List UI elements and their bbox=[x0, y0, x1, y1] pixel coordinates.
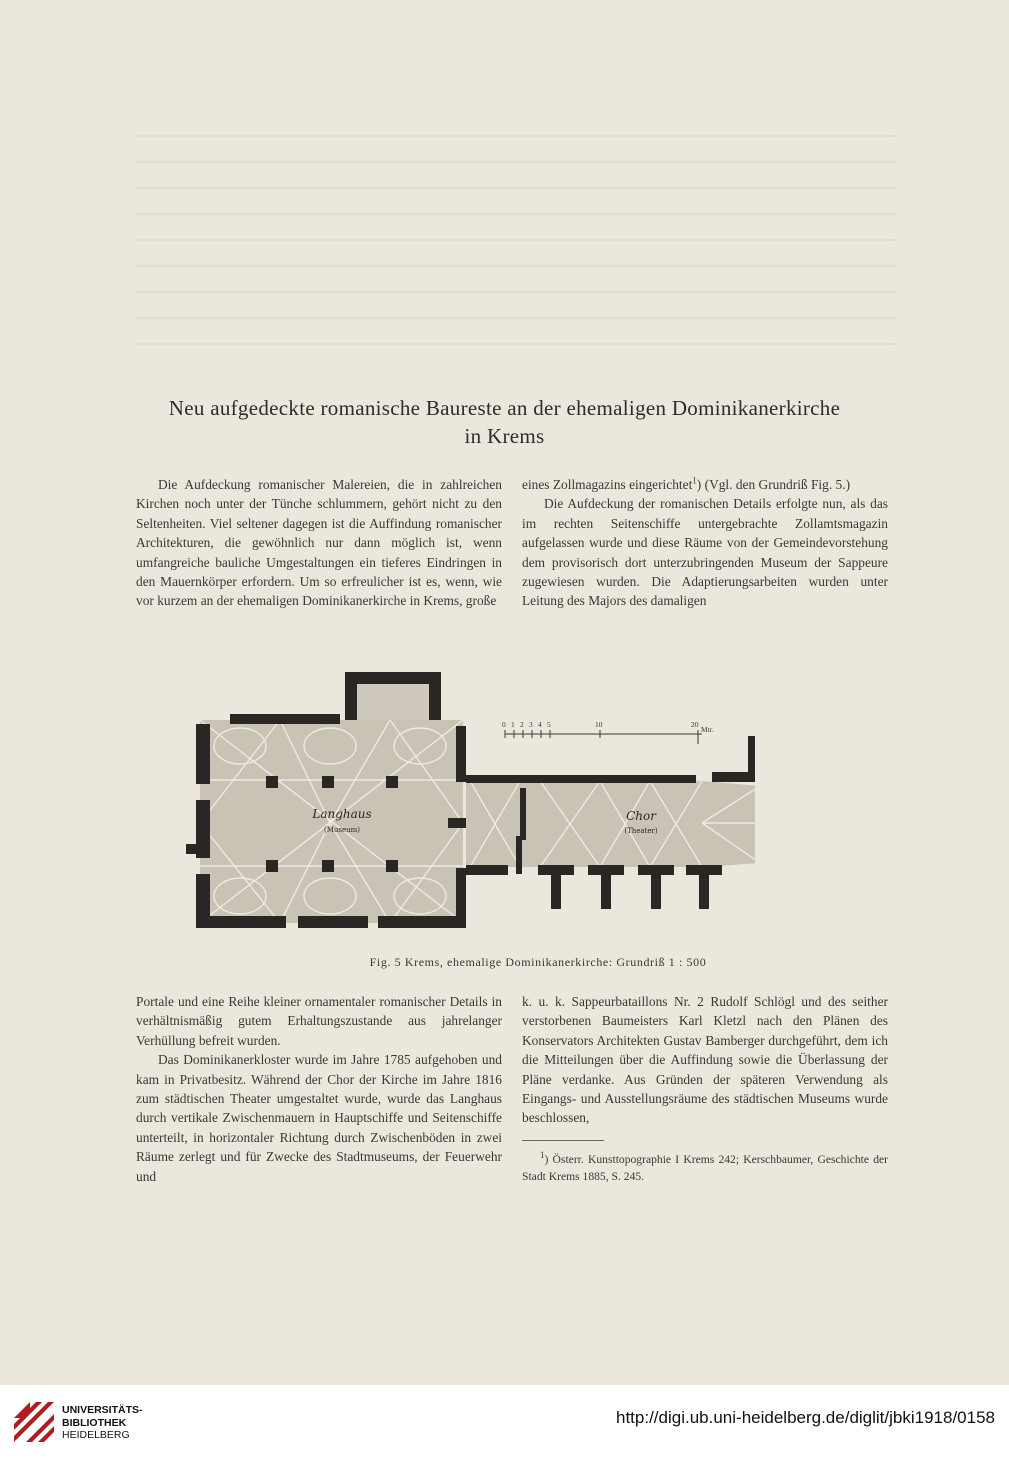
paragraph: Das Dominikanerkloster wurde im Jahre 1785 aufgehoben und kam in Privatbesitz. Während der Chor der Kirche im Jahre 1816 zum städtischen Theater umgestaltet wurde, wurde das Langhaus durch vertikale Zwischenmauern in Hauptschiffe und Seitenschiffe unterteilt, in horizontaler Richtung durch Zwischenböden in zwei Räume zerlegt und für Zwecke des Stadtmuseums, der Feuerwehr und bbox=[136, 1052, 502, 1184]
church-floor-plan bbox=[180, 668, 755, 938]
choir-label: Chor bbox=[626, 809, 656, 823]
scale-tick-label: 5 bbox=[547, 720, 551, 729]
paragraph: eines Zollmagazins eingerichtet$^1$) (Vgl. den Grundriß Fig. 5.) bbox=[522, 475, 851, 492]
library-logo-icon bbox=[12, 1400, 56, 1444]
nave-sublabel: (Museum) bbox=[323, 826, 361, 834]
footnote-mark: 1 bbox=[540, 1149, 545, 1160]
footnote: $^1$) Österr. Kunsttopographie I Krems 242; Kerschbaumer, Geschichte der Stadt Krems 1885, S. 245. bbox=[522, 1149, 888, 1183]
scale-unit: Mtr. bbox=[701, 725, 714, 734]
article-title-line1: Neu aufgedeckte romanische Baureste an der ehemaligen Dominikanerkirche bbox=[168, 396, 841, 420]
scale-tick-label: 1 bbox=[511, 720, 515, 729]
scale-bar bbox=[505, 730, 702, 744]
column-left-top bbox=[136, 475, 502, 611]
column-right-top bbox=[522, 475, 888, 611]
paragraph: Die Aufdeckung der romanischen Details erfolgte nun, als das im rechten Seitenschiffe untergebrachte Zollamtsmagazin aufgelassen wurde und diese Räume von der Gemeindevorstehung dem provisorisch dort unterzubringenden Museum der Sappeure zugewiesen wurden. Die Adaptierungsarbeiten wurden unter Leitung des Majors des damaligen bbox=[522, 496, 888, 609]
column-right-bottom bbox=[522, 992, 888, 1185]
library-name: UNIVERSITÄTS- BIBLIOTHEK HEIDELBERG bbox=[62, 1404, 143, 1441]
footnote-rule bbox=[522, 1140, 604, 1141]
source-url-link[interactable]: http://digi.ub.uni-heidelberg.de/diglit/jbki1918/0158 bbox=[616, 1408, 995, 1427]
paragraph: Die Aufdeckung romanischer Malereien, die in zahlreichen Kirchen noch unter der Tünche schlummern, gehört nicht zu den Seltenheiten. Viel seltener dagegen ist die Auffindung romanischer Architekturen, die gewöhnlich nur dann möglich ist, wenn umfangreiche bauliche Umgestaltungen ein tieferes Eindringen in den Mauernkörper erfordern. Um so erfreulicher ist es, wenn, wie vor kurzem an der ehemaligen Dominikanerkirche in Krems, große bbox=[136, 477, 502, 609]
scale-tick-label: 0 bbox=[502, 720, 506, 729]
tower-room bbox=[357, 684, 429, 722]
scale-tick-label: 3 bbox=[529, 720, 533, 729]
show-through-texture bbox=[135, 135, 895, 365]
nave-label: Langhaus bbox=[312, 807, 372, 821]
paragraph: k. u. k. Sappeurbataillons Nr. 2 Rudolf Schlögl und des seither verstorbenen Baumeisters Karl Kletzl nach den Plänen des Konservators Architekten Gustav Bamberger durchgeführt, dem ich die Mitteilungen über die Auffindung sowie die Überlassung der Pläne verdanke. Aus Gründen der späteren Verwendung als Eingangs- und Ausstellungsräume des städtischen Museums wurde beschlossen, bbox=[522, 994, 888, 1126]
figure-caption: Fig. 5 Krems, ehemalige Dominikanerkirche: Grundriß 1 : 500 bbox=[369, 955, 707, 969]
choir-sublabel: (Theater) bbox=[624, 827, 658, 835]
footer-bar bbox=[0, 1385, 1009, 1458]
scale-tick-label: 2 bbox=[520, 720, 524, 729]
article-title-line2: in Krems bbox=[464, 424, 545, 448]
scale-tick-label: 4 bbox=[538, 720, 542, 729]
choir-floor bbox=[466, 781, 702, 867]
scale-tick-label: 20 bbox=[691, 720, 699, 729]
column-left-bottom bbox=[136, 992, 502, 1186]
scale-tick-label: 10 bbox=[595, 720, 603, 729]
footnote-ref: 1 bbox=[692, 475, 697, 486]
paragraph: Portale und eine Reihe kleiner ornamentaler romanischer Details in verhältnismäßig gutem Erhaltungszustande aus jahrelanger Verhüllung befreit wurden. bbox=[136, 994, 502, 1048]
